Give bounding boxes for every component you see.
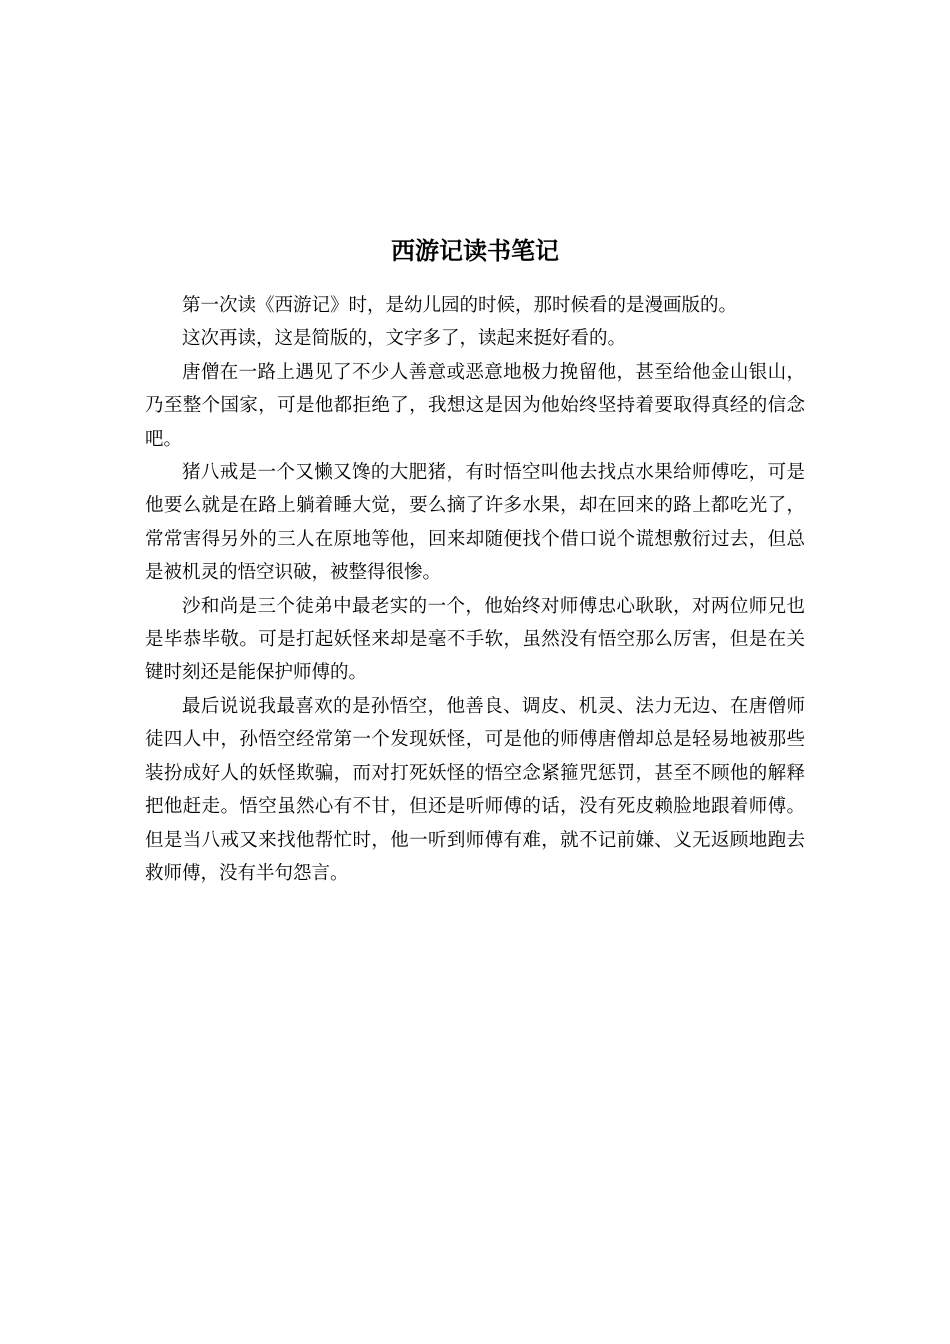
page-title: 西游记读书笔记 — [391, 236, 559, 266]
paragraph-6: 最后说说我最喜欢的是孙悟空，他善良、调皮、机灵、法力无边、在唐僧师徒四人中，孙悟空经常第一个发现妖怪，可是他的师傅唐僧却总是轻易地被那些装扮成好人的妖怪欺骗，而对打死妖怪的悟空念紧箍咒惩罚，甚至不顾他的解释把他赶走。悟空虽然心有不甘，但还是听师傅的话，没有死皮赖脸地跟着师傅。但是当八戒又来找他帮忙时，他一听到师傅有难，就不记前嫌、义无返顾地跑去救师傅，没有半句怨言。 — [145, 695, 805, 884]
paragraph-4: 猪八戒是一个又懒又馋的大肥猪，有时悟空叫他去找点水果给师傅吃，可是他要么就是在路上躺着睡大觉，要么摘了许多水果，却在回来的路上都吃光了，常常害得另外的三人在原地等他，回来却随便找个借口说个谎想敷衍过去，但总是被机灵的悟空识破，被整得很惨。 — [145, 462, 805, 584]
paragraph-5: 沙和尚是三个徒弟中最老实的一个，他始终对师傅忠心耿耿，对两位师兄也是毕恭毕敬。可是打起妖怪来却是毫不手软，虽然没有悟空那么厉害，但是在关键时刻还是能保护师傅的。 — [145, 595, 805, 684]
document-body — [145, 289, 805, 890]
paragraph-2: 这次再读，这是简版的，文字多了，读起来挺好看的。 — [182, 328, 627, 350]
paragraph-1: 第一次读《西游记》时，是幼儿园的时候，那时候看的是漫画版的。 — [182, 295, 738, 316]
paragraph-3: 唐僧在一路上遇见了不少人善意或恶意地极力挽留他，甚至给他金山银山，乃至整个国家，可是他都拒绝了，我想这是因为他始终坚持着要取得真经的信念吧。 — [145, 361, 805, 450]
